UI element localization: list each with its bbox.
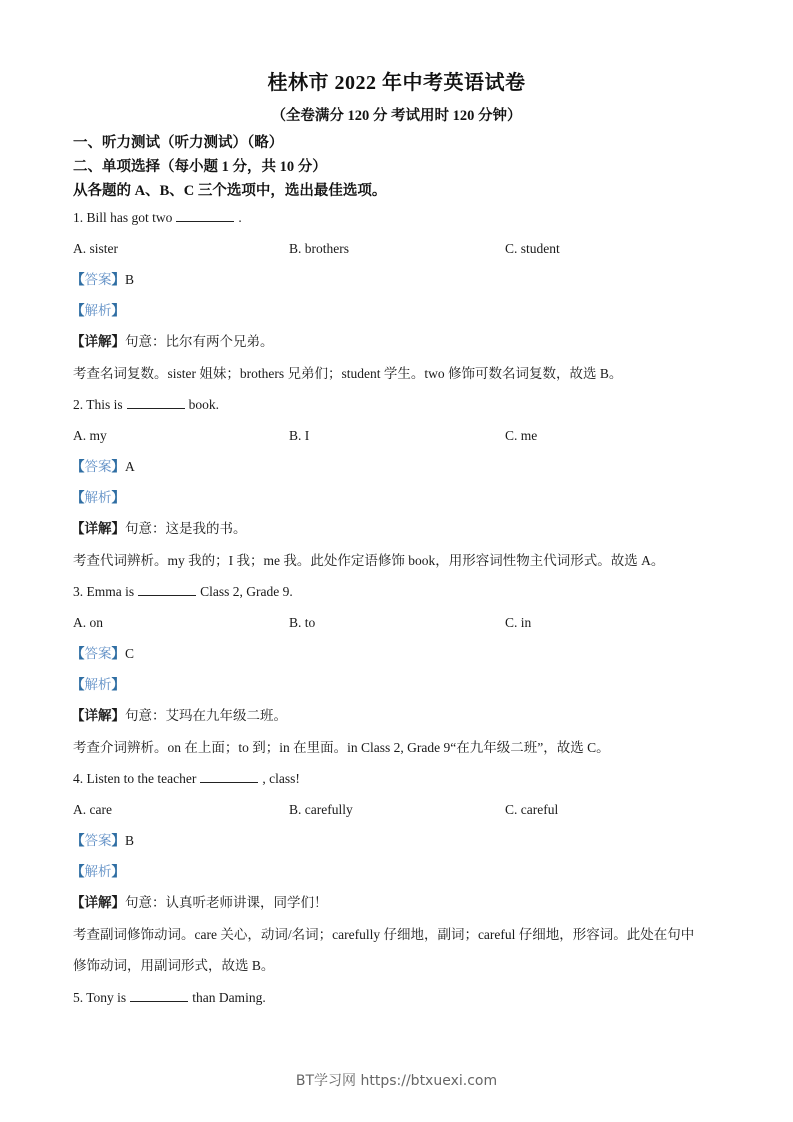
question-2-answer <box>71 458 135 476</box>
answer-value: B <box>125 833 135 848</box>
answer-blank <box>176 209 234 222</box>
section-single-choice: 二、单项选择（每小题 1 分，共 10 分） <box>73 159 327 175</box>
question-4-analysis-label: 【解析】 <box>71 864 125 879</box>
question-1-detail: 【详解】句意：比尔有两个兄弟。 <box>71 334 274 349</box>
question-1-answer <box>71 271 134 289</box>
section-listening: 一、听力测试（听力测试）（略） <box>73 135 284 151</box>
question-1-stem: 1. Bill has got two . <box>73 210 242 225</box>
page-title: 桂林市 2022 年中考英语试卷 <box>267 72 526 94</box>
answer-label: 【答案】 <box>71 646 125 661</box>
answer-value: B <box>125 272 135 287</box>
question-4-explanation-line-2: 修饰动词，用副词形式，故选 B。 <box>73 958 275 973</box>
question-2-analysis-label: 【解析】 <box>71 490 125 505</box>
answer-label: 【答案】 <box>71 833 125 848</box>
watermark-footer: BT学习网 https://btxuexi.com <box>295 1073 498 1089</box>
answer-label: 【答案】 <box>71 459 125 474</box>
answer-value: A <box>125 459 135 474</box>
answer-blank <box>127 396 185 409</box>
answer-label: 【答案】 <box>71 272 125 287</box>
page-subtitle: （全卷满分 120 分 考试用时 120 分钟） <box>271 108 522 124</box>
answer-value: C <box>125 646 135 661</box>
question-2-option-b: B. I <box>289 428 310 443</box>
answer-blank <box>138 583 196 596</box>
question-5-stem: 5. Tony is than Daming. <box>73 990 266 1005</box>
question-3-option-b: B. to <box>289 615 316 630</box>
question-2-detail: 【详解】句意：这是我的书。 <box>71 521 247 536</box>
question-1-analysis-label: 【解析】 <box>71 303 125 318</box>
question-1-option-a: A. sister <box>73 241 118 256</box>
question-1-option-b: B. brothers <box>289 241 349 256</box>
question-1-explanation: 考查名词复数。sister 姐妹；brothers 兄弟们；student 学生。two 修饰可数名词复数，故选 B。 <box>73 366 623 381</box>
question-3-detail: 【详解】句意：艾玛在九年级二班。 <box>71 708 287 723</box>
question-2-option-c: C. me <box>505 428 538 443</box>
question-3-answer <box>71 645 134 663</box>
section-instruction: 从各题的 A、B、C 三个选项中，选出最佳选项。 <box>73 183 387 199</box>
question-3-analysis-label: 【解析】 <box>71 677 125 692</box>
answer-blank <box>200 770 258 783</box>
question-3-option-a: A. on <box>73 615 103 630</box>
question-4-option-b: B. carefully <box>289 802 353 817</box>
question-2-option-a: A. my <box>73 428 107 443</box>
answer-blank <box>130 989 188 1002</box>
question-4-detail: 【详解】句意：认真听老师讲课，同学们！ <box>71 895 328 910</box>
question-4-explanation-line-1: 考查副词修饰动词。care 关心，动词/名词；carefully 仔细地，副词；careful 仔细地，形容词。此处在句中 <box>73 927 695 942</box>
question-3-stem: 3. Emma is Class 2, Grade 9. <box>73 584 293 599</box>
question-4-stem: 4. Listen to the teacher , class! <box>73 771 300 786</box>
question-3-explanation: 考查介词辨析。on 在上面；to 到；in 在里面。in Class 2, Grade 9“在九年级二班”，故选 C。 <box>73 740 610 755</box>
question-4-option-a: A. care <box>73 802 112 817</box>
question-3-option-c: C. in <box>505 615 532 630</box>
question-4-option-c: C. careful <box>505 802 559 817</box>
question-2-stem: 2. This is book. <box>73 397 220 412</box>
question-4-answer <box>71 832 134 850</box>
question-1-option-c: C. student <box>505 241 560 256</box>
question-2-explanation: 考查代词辨析。my 我的；I 我；me 我。此处作定语修饰 book，用形容词性物主代词形式。故选 A。 <box>73 553 665 568</box>
